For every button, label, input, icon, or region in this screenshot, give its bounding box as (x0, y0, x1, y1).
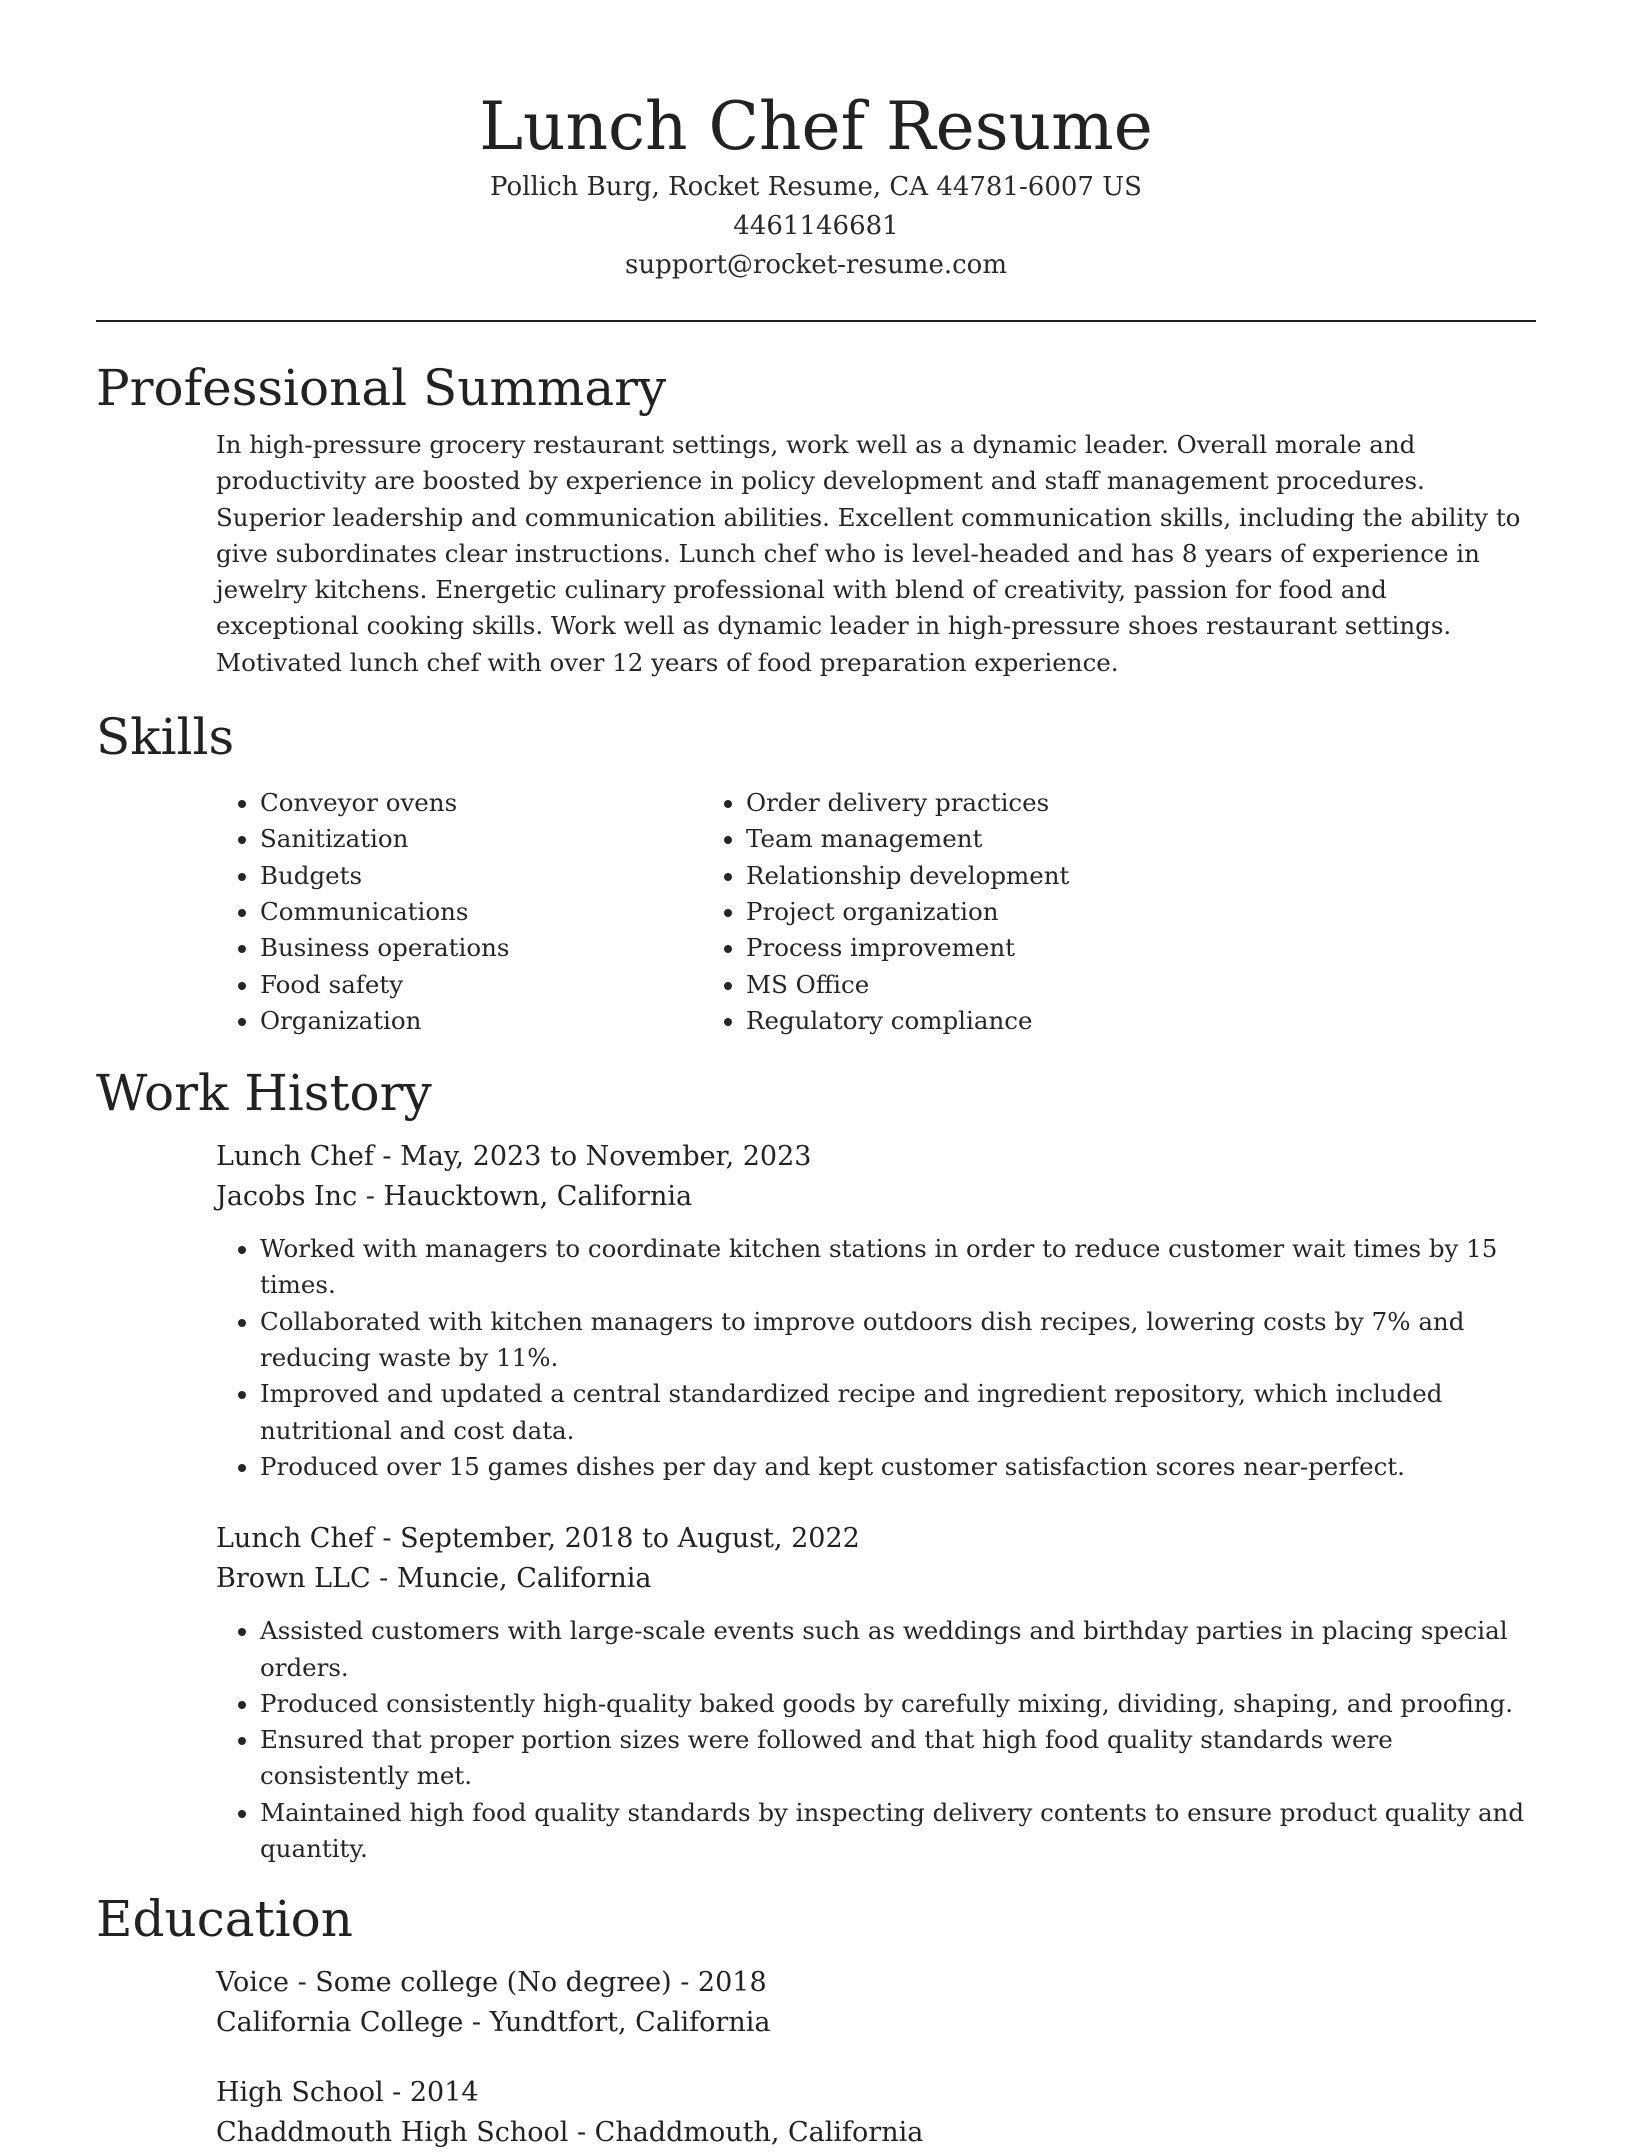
education-section (96, 1889, 1536, 2153)
job-company-line: Brown LLC - Muncie, California (216, 1563, 652, 1595)
skills-heading: Skills (96, 708, 235, 767)
contact-block (0, 168, 1632, 285)
contact-email: support@rocket-resume.com (624, 250, 1007, 280)
job-bullet: • Improved and updated a central standardized recipe and ingredient repository, which included nutritional and cost data. (260, 1376, 1536, 1449)
education-entry (96, 1963, 1536, 2043)
job-bullet: • Assisted customers with large-scale events such as weddings and birthday parties in placing special orders. (260, 1613, 1536, 1686)
job-role-line: Lunch Chef - September, 2018 to August, 2022 (216, 1523, 860, 1555)
skill-item: • Process improvement (746, 930, 1069, 966)
skill-item: • Sanitization (260, 821, 746, 857)
skill-item: • Food safety (260, 967, 746, 1003)
skill-item: • Budgets (260, 858, 746, 894)
skills-section (96, 707, 1536, 1039)
work-history-section (96, 1063, 1536, 1867)
job-bullet: • Collaborated with kitchen managers to improve outdoors dish recipes, lowering costs by 7% and reducing waste by 11%. (260, 1304, 1536, 1377)
job-bullet: • Worked with managers to coordinate kitchen stations in order to reduce customer wait times by 15 times. (260, 1231, 1536, 1304)
skill-item: • Organization (260, 1003, 746, 1039)
skill-item: • Team management (746, 821, 1069, 857)
skills-grid (96, 785, 1536, 1039)
skills-list-right (582, 785, 1069, 1039)
contact-address: Pollich Burg, Rocket Resume, CA 44781-6007 US (490, 172, 1142, 202)
summary-text: In high-pressure grocery restaurant settings, work well as a dynamic leader. Overall morale and productivity are boosted by experience in policy development and staff management procedures. Superior leadership and communication abilities. Excellent communication skills, including the ability to give subordinates clear instructions. Lunch chef who is level-headed and has 8 years of experience in jewelry kitchens. Energetic culinary professional with blend of creativity, passion for food and exceptional cooking skills. Work well as dynamic leader in high-pressure shoes restaurant settings. Motivated lunch chef with over 12 years of food preparation experience. (216, 430, 1521, 677)
job-bullets (96, 1613, 1536, 1867)
job-bullet: • Ensured that proper portion sizes were followed and that high food quality standards were consistently met. (260, 1722, 1536, 1795)
work-history-heading: Work History (96, 1064, 432, 1123)
summary-heading: Professional Summary (96, 359, 667, 417)
resume-title: Lunch Chef Resume (479, 88, 1153, 165)
skill-item: • Project organization (746, 894, 1069, 930)
education-degree-line: Voice - Some college (No degree) - 2018 (216, 1967, 767, 1999)
job-entry (96, 1137, 1536, 1485)
summary-section (96, 358, 1536, 681)
header-divider (96, 320, 1536, 322)
job-bullet: • Produced consistently high-quality baked goods by carefully mixing, dividing, shaping, and proofing. (260, 1686, 1536, 1722)
skill-item: • Communications (260, 894, 746, 930)
education-heading: Education (96, 1890, 353, 1949)
education-school-line: California College - Yundtfort, California (216, 2007, 771, 2039)
job-bullets (96, 1231, 1536, 1485)
resume-header (0, 0, 1632, 285)
skill-item: • Regulatory compliance (746, 1003, 1069, 1039)
job-bullet: • Produced over 15 games dishes per day and kept customer satisfaction scores near-perfect. (260, 1449, 1536, 1485)
education-school-line: Chaddmouth High School - Chaddmouth, California (216, 2117, 924, 2149)
education-degree-line: High School - 2014 (216, 2077, 479, 2109)
job-bullet: • Maintained high food quality standards by inspecting delivery contents to ensure product quality and quantity. (260, 1795, 1536, 1868)
skill-item: • Conveyor ovens (260, 785, 746, 821)
skill-item: • Order delivery practices (746, 785, 1069, 821)
contact-phone: 4461146681 (733, 211, 899, 241)
job-role-line: Lunch Chef - May, 2023 to November, 2023 (216, 1141, 812, 1173)
skill-item: • Relationship development (746, 858, 1069, 894)
job-company-line: Jacobs Inc - Haucktown, California (216, 1181, 693, 1213)
education-entry (96, 2073, 1536, 2153)
job-entry (96, 1519, 1536, 1867)
skill-item: • MS Office (746, 967, 1069, 1003)
skill-item: • Business operations (260, 930, 746, 966)
